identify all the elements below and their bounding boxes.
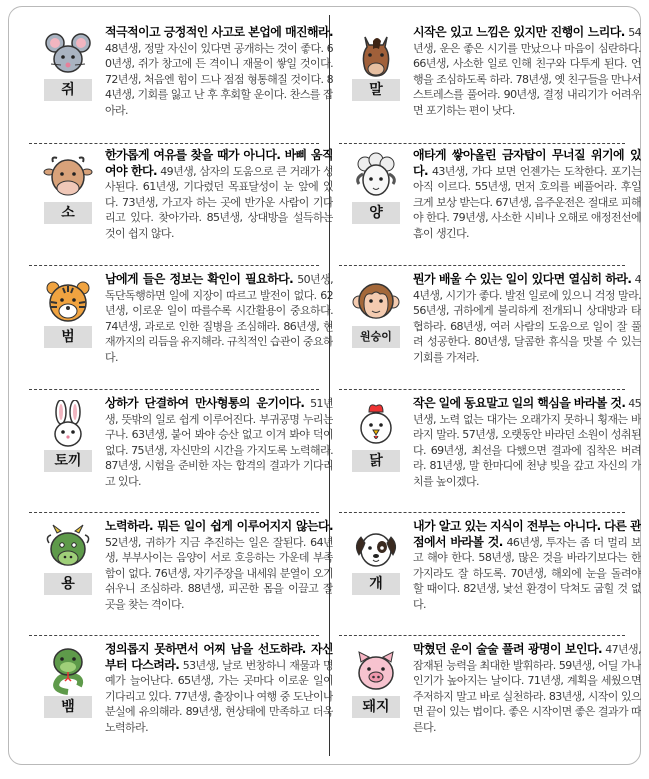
fortune-headline: 작은 일에 동요말고 일의 핵심을 바라볼 것. (413, 396, 626, 410)
fortune-body: 54년생, 운은 좋은 시기를 만났으나 마음이 심란하다. 66년생, 사소한 일로 인해 친구와 다투게 된다. 언행을 조심하도록 하라. 78년생, 옛 친구들을 만나서 스트레스를 풀어라. 90년생, 결정 내리기가 어려우면 포기하는 편이 낫다. (413, 26, 641, 117)
zodiac-entry-dragon (37, 519, 333, 633)
fortune-body: 45년생, 노력 없는 대가는 오래가지 못하니 횡재는 바라지 말라. 57년생, 오랫동안 바라던 소원이 성취된다. 69년생, 최선을 다했으면 결과에 집착은 버려라. 81년생, 말 한마디에 천냥 빚을 갚고 자신의 가치를 높이겠다. (413, 397, 641, 488)
zodiac-entry-sheep (345, 148, 641, 262)
cow-icon (37, 152, 99, 228)
rooster-icon (345, 400, 407, 476)
zodiac-entry-rooster (345, 396, 641, 510)
mouse-icon (37, 29, 99, 105)
monkey-icon (345, 276, 407, 352)
zodiac-label: 소 (44, 202, 92, 224)
zodiac-entry-monkey (345, 272, 641, 386)
zodiac-entry-snake (37, 642, 333, 756)
fortune-headline: 뭔가 배울 수 있는 일이 있다면 열심히 하라. (413, 272, 632, 286)
zodiac-entry-dog (345, 519, 641, 633)
zodiac-label: 용 (44, 573, 92, 595)
fortune-body: 43년생, 가다 보면 언젠가는 도착한다. 포기는 아직 이르다. 55년생, 먼저 호의를 베풀어라. 후일 크게 보상 받는다. 67년생, 음주운전은 절대로 피해야 한다. 79년생, 사소한 시비나 오해로 애정전선에 흠이 생긴다. (413, 164, 641, 240)
pig-icon (345, 646, 407, 722)
sheep-icon (345, 152, 407, 228)
snake-icon (37, 646, 99, 722)
zodiac-entry-pig (345, 642, 641, 756)
horse-icon (345, 29, 407, 105)
row-divider (339, 635, 625, 636)
row-divider (29, 512, 319, 513)
fortune-headline: 적극적이고 긍정적인 사고로 본업에 매진해라. (105, 25, 333, 39)
zodiac-label: 범 (44, 326, 92, 348)
zodiac-entry-horse (345, 25, 641, 139)
zodiac-label: 개 (352, 573, 400, 595)
fortune-body: 46년생, 투자는 좀 더 멀리 보고 해야 한다. 58년생, 많은 것을 바라기보다는 한 가지라도 잘 하도록. 70년생, 해외에 눈을 돌려야 할 때이다. 82년생, 낯선 환경이 닥쳐도 굽힐 것 없다. (413, 535, 641, 611)
horoscope-page (8, 6, 641, 765)
fortune-headline: 내가 알고 있는 지식이 전부는 아니다. 다른 관점에서 바라볼 것. (413, 519, 641, 549)
zodiac-label: 양 (352, 202, 400, 224)
zodiac-label: 말 (352, 79, 400, 101)
zodiac-label: 뱀 (44, 696, 92, 718)
fortune-headline: 애타게 쌓아올린 금자탑이 무너질 위기에 있다. (413, 148, 641, 178)
zodiac-label: 쥐 (44, 79, 92, 101)
row-divider (29, 143, 319, 144)
zodiac-label: 토끼 (44, 450, 92, 472)
zodiac-label: 닭 (352, 450, 400, 472)
fortune-body: 53년생, 날로 번창하니 재물과 명예가 늘어난다. 65년생, 가는 곳마다 이로운 일이 기다리고 있다. 77년생, 출장이나 여행 중 도난이나 분실에 유의해라. 89년생, 현상태에 만족하고 더욱 노력하라. (105, 658, 333, 734)
zodiac-entry-rat (37, 25, 333, 139)
fortune-body: 52년생, 귀하가 지금 추진하는 일은 잘된다. 64년생, 부부사이는 음양이 서로 호응하는 가운데 부족함이 없다. 76년생, 자기주장을 내세워 분열이 오기 쉬우니 조심하라. 88년생, 피곤한 몸을 이끌고 잘 곳을 찾는 격이다. (105, 535, 333, 611)
zodiac-entry-ox (37, 148, 333, 262)
zodiac-entry-rabbit (37, 396, 333, 510)
dog-icon (345, 523, 407, 599)
fortune-headline: 정의롭지 못하면서 어찌 남을 선도하랴. 자신부터 다스려라. (105, 642, 333, 672)
row-divider (339, 143, 625, 144)
row-divider (29, 635, 319, 636)
fortune-headline: 남에게 들은 정보는 확인이 필요하다. (105, 272, 294, 286)
rabbit-icon (37, 400, 99, 476)
fortune-headline: 노력하라. 뭐든 일이 쉽게 이루어지지 않는다. (105, 519, 333, 533)
fortune-body: 50년생, 독단독행하면 일에 지장이 따르고 발전이 없다. 62년생, 이로운 일이 따를수록 시간활용이 중요하다. 74년생, 과로로 인한 질병을 조심해라. 86년생, 현재까지의 리듬을 유지해라. 규칙적인 습관이 중요하다. (105, 273, 333, 364)
zodiac-label: 돼지 (352, 696, 400, 718)
fortune-body: 47년생, 잠재된 능력을 최대한 발휘하라. 59년생, 어딜 가나 인기가 높아지는 날이다. 71년생, 계획을 세웠으면 주저하지 말고 바로 실천하라. 83년생, 시작이 있으면 끝이 있는 법이다. 좋은 시작이면 좋은 결과가 따른다. (413, 643, 641, 734)
zodiac-entry-tiger (37, 272, 333, 386)
row-divider (29, 265, 319, 266)
row-divider (339, 265, 625, 266)
row-divider (339, 512, 625, 513)
fortune-headline: 상하가 단결하여 만사형통의 운기이다. (105, 396, 305, 410)
dragon-icon (37, 523, 99, 599)
row-divider (29, 389, 319, 390)
zodiac-label: 원숭이 (352, 326, 400, 348)
fortune-body: 48년생, 정말 자신이 있다면 공개하는 것이 좋다. 60년생, 쥐가 창고에 든 격이니 재물이 쌓일 것이다. 72년생, 처음엔 힘이 드나 점점 형통해질 것이다. 84년생, 기회를 잃고 난 후 후회할 운이다. 찬스를 잡아라. (105, 41, 333, 117)
fortune-body: 51년생, 뜻밖의 일로 쉽게 이루어진다. 부귀공명 누리는구나. 63년생, 붙어 봐야 승산 없고 이겨 봐야 덕이 없다. 75년생, 자신만의 시간을 가지도록 노력해라. 87년생, 시험을 준비한 자는 합격의 결과가 기다리고 있다. (105, 397, 333, 488)
fortune-headline: 막혔던 운이 술술 풀려 광명이 보인다. (413, 642, 602, 656)
row-divider (339, 389, 625, 390)
fortune-body: 44년생, 시기가 좋다. 발전 일로에 있으니 걱정 말라. 56년생, 귀하에게 불리하게 전개되니 상대방과 타협하라. 68년생, 여러 사람의 도움으로 일이 잘 풀려 성공한다. 80년생, 달콤한 휴식을 맛볼 수 있는 기회를 가져라. (413, 273, 641, 364)
tiger-icon (37, 276, 99, 352)
fortune-headline: 시작은 있고 느낌은 있지만 진행이 느리다. (413, 25, 625, 39)
fortune-headline: 한가롭게 여유를 찾을 때가 아니다. 바삐 움직여야 한다. (105, 148, 333, 178)
fortune-body: 49년생, 삼자의 도움으로 큰 거래가 성사된다. 61년생, 기다렸던 목표달성이 눈 앞에 있다. 73년생, 가고자 하는 곳에 반가운 사람이 기다리고 있다. 찾아가라. 85년생, 상대방을 설득하는 것이 쉽지 않다. (105, 164, 333, 240)
